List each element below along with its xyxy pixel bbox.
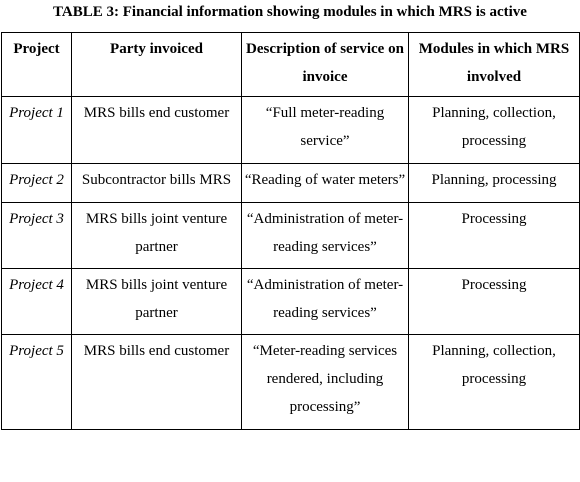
header-description: Description of service on invoice [242,33,409,97]
cell-party: Subcontractor bills MRS [72,164,242,203]
cell-project: Project 4 [2,269,72,335]
header-project: Project [2,33,72,97]
cell-party: MRS bills joint venture partner [72,269,242,335]
cell-party: MRS bills end customer [72,335,242,430]
table-row [2,97,580,164]
cell-project: Project 3 [2,203,72,269]
cell-description: “Administration of meter-reading services” [242,203,409,269]
header-party-invoiced: Party invoiced [72,33,242,97]
cell-party: MRS bills end customer [72,97,242,164]
cell-description: “Meter-reading services rendered, including processing” [242,335,409,430]
cell-modules: Processing [409,203,580,269]
cell-project: Project 2 [2,164,72,203]
cell-description: “Reading of water meters” [242,164,409,203]
header-row [2,33,580,97]
cell-modules: Processing [409,269,580,335]
cell-project: Project 5 [2,335,72,430]
table-row [2,269,580,335]
cell-modules: Planning, processing [409,164,580,203]
cell-modules: Planning, collection, processing [409,97,580,164]
table-row [2,203,580,269]
table-row [2,164,580,203]
cell-modules: Planning, collection, processing [409,335,580,430]
cell-description: “Administration of meter-reading services” [242,269,409,335]
table-caption: TABLE 3: Financial information showing modules in which MRS is active [53,4,527,20]
cell-party: MRS bills joint venture partner [72,203,242,269]
cell-description: “Full meter-reading service” [242,97,409,164]
header-modules: Modules in which MRS involved [409,33,580,97]
cell-project: Project 1 [2,97,72,164]
financial-info-table [1,32,580,430]
table-row [2,335,580,430]
